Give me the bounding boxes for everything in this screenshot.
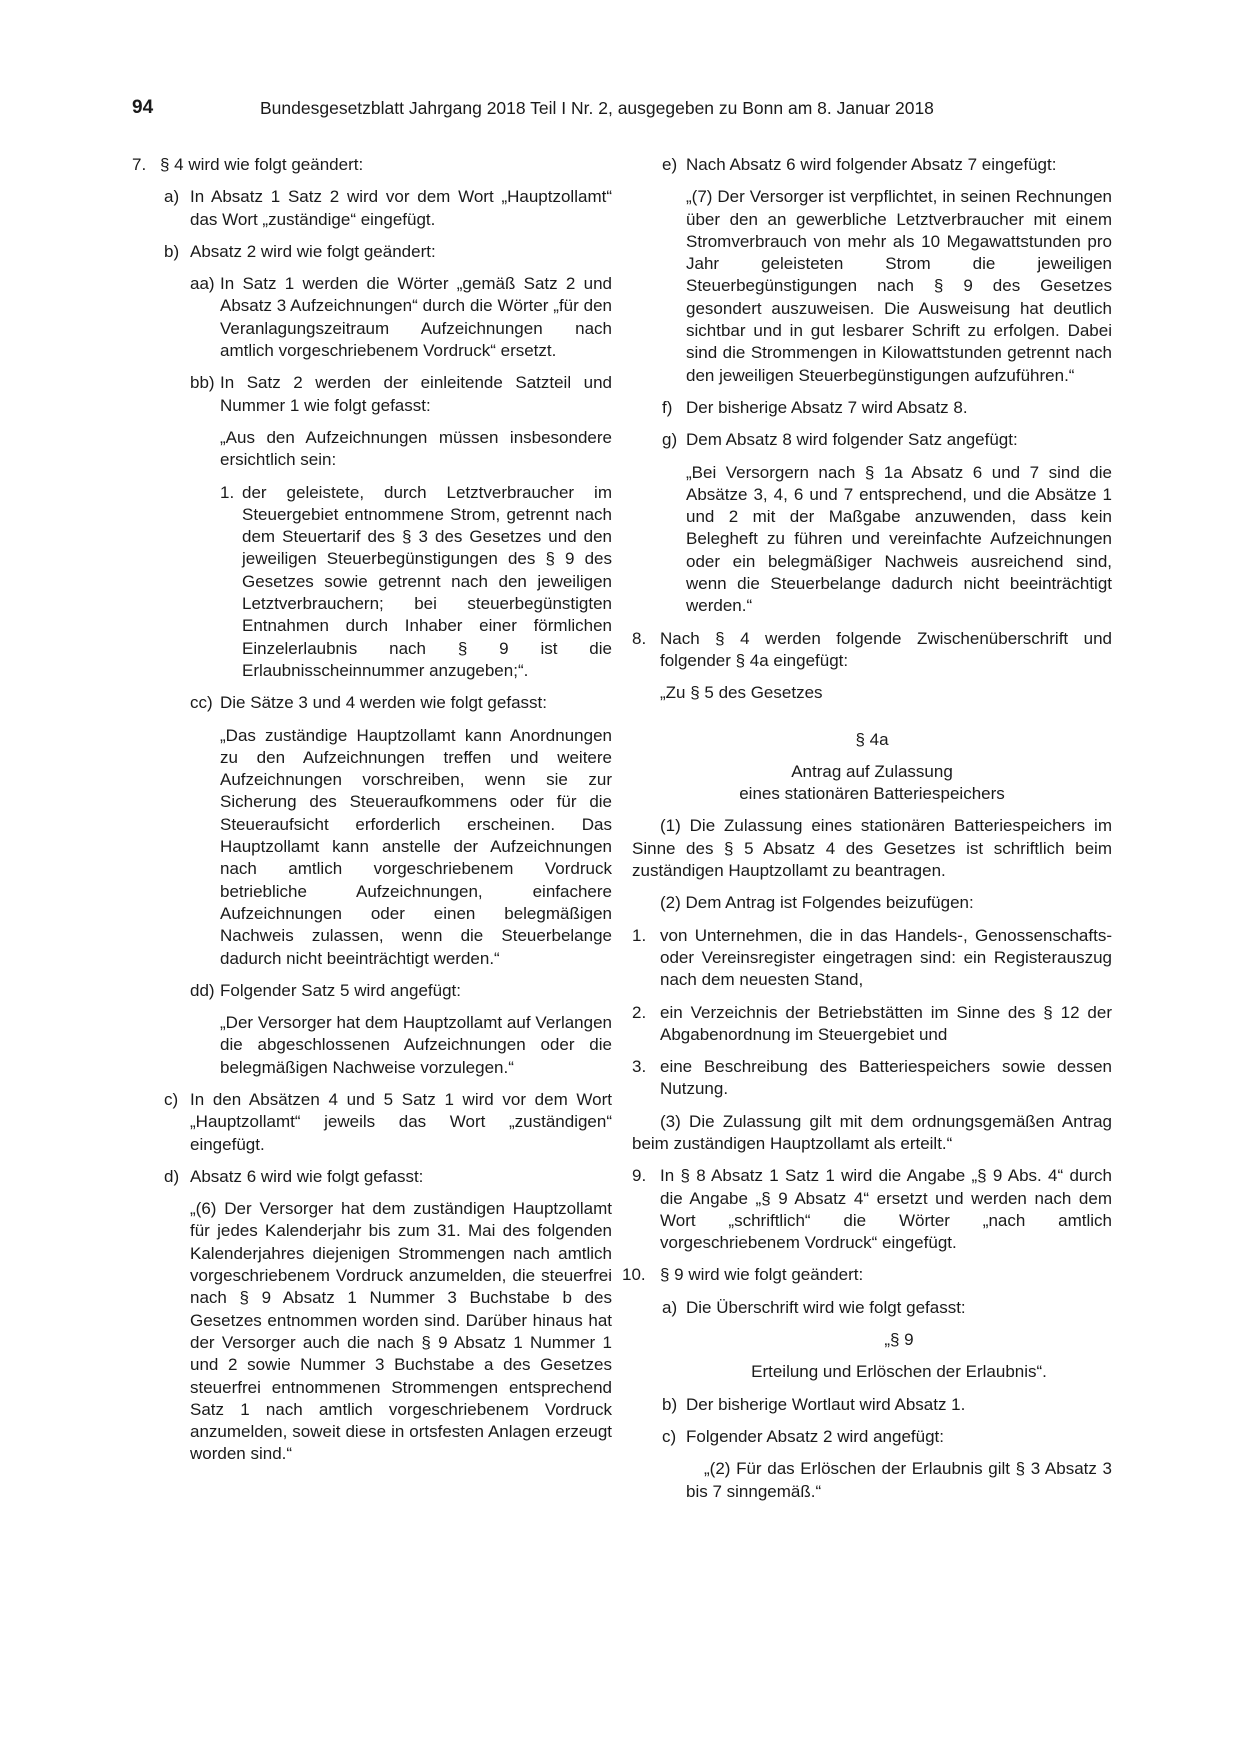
section-4a-list-item-2 bbox=[632, 1002, 1112, 1047]
item-text: Nach § 4 werden folgende Zwischenüberschrift und folgender § 4a eingefügt: bbox=[660, 628, 1112, 670]
list-item-10c bbox=[632, 1426, 1112, 1448]
item-text: Folgender Satz 5 wird angefügt: bbox=[220, 980, 461, 1000]
item-label: g) bbox=[662, 430, 678, 450]
list-item-7d bbox=[132, 1166, 612, 1188]
item-text: Der bisherige Wortlaut wird Absatz 1. bbox=[686, 1394, 966, 1414]
page-number: 94 bbox=[132, 97, 154, 118]
item-text: In § 8 Absatz 1 Satz 1 wird die Angabe „§ 9 Abs. 4“ durch die Angabe „§ 9 Absatz 4“ ersetzt und werden nach dem Wort „schriftlich“ die Wörter „nach amtlich vorgeschriebenem Vordruck“ eingefügt. bbox=[660, 1166, 1112, 1253]
list-item-7b-dd bbox=[132, 980, 612, 1002]
item-label: cc) bbox=[190, 693, 213, 713]
list-item-7g bbox=[632, 429, 1112, 451]
quote-list-item-1 bbox=[132, 482, 612, 683]
list-item-10b bbox=[632, 1394, 1112, 1416]
quote-n8: „Zu § 5 des Gesetzes bbox=[660, 683, 823, 703]
section-4a-paragraph-2: (2) Dem Antrag ist Folgendes beizufügen: bbox=[660, 893, 974, 913]
item-label: e) bbox=[662, 155, 678, 174]
item-text: eine Beschreibung des Batteriespeichers sowie dessen Nutzung. bbox=[660, 1057, 1112, 1099]
list-item-10a bbox=[632, 1297, 1112, 1319]
list-item-7b bbox=[132, 241, 612, 263]
quote-n10c: „(2) Für das Erlöschen der Erlaubnis gilt § 3 Absatz 3 bis 7 sinngemäß.“ bbox=[686, 1459, 1112, 1501]
quote-bb: „Aus den Aufzeichnungen müssen insbesondere ersichtlich sein: bbox=[220, 427, 612, 470]
section-4a-title: § 4a bbox=[855, 729, 889, 749]
item-label: a) bbox=[662, 1297, 678, 1317]
page-header bbox=[132, 97, 1112, 127]
item-text: In Satz 1 werden die Wörter „gemäß Satz 2 und Absatz 3 Aufzeichnungen“ durch die Wörter „für den Veranlagungszeitraum Aufzeichnungen nach amtlich vorgeschriebenem Vordruck“ ersetzt. bbox=[220, 274, 612, 361]
item-label: c) bbox=[662, 1426, 677, 1446]
list-item-7c bbox=[132, 1089, 612, 1156]
quote-e: „(7) Der Versorger ist verpflichtet, in seinen Rechnungen über den an gewerbliche Letztverbraucher mit einem Stromverbrauch von mehr als 10 Megawattstunden pro Jahr geleisteten Strom die jeweiligen Steuerbegünstigungen nach § 9 des Gesetzes gesondert auszuweisen. Die Ausweisung hat deutlich sichtbar und in gut lesbarer Schrift zu erfolgen. Dabei sind die Strommengen in Kilowattstunden getrennt nach den jeweiligen Steuerbegünstigungen aufzuführen.“ bbox=[686, 187, 1112, 385]
item-label: 1. bbox=[632, 925, 647, 945]
item-text: ein Verzeichnis der Betriebstätten im Sinne des § 12 der Abgabenordnung im Steuergebiet und bbox=[660, 1002, 1112, 1044]
item-text: Absatz 6 wird wie folgt gefasst: bbox=[190, 1166, 424, 1186]
item-text: § 9 wird wie folgt geändert: bbox=[660, 1265, 864, 1285]
section-4a-paragraph-3: (3) Die Zulassung gilt mit dem ordnungsgemäßen Antrag beim zuständigen Hauptzollamt als erteilt.“ bbox=[632, 1111, 1112, 1153]
section-4a-heading-line1: Antrag auf Zulassung bbox=[791, 761, 953, 781]
section-4a-list-item-3 bbox=[632, 1056, 1112, 1101]
list-item-7e bbox=[632, 154, 1112, 176]
item-label: aa) bbox=[190, 274, 215, 294]
left-column bbox=[132, 154, 612, 1476]
quote-d: „(6) Der Versorger hat dem zuständigen Hauptzollamt für jedes Kalenderjahr bis zum 31. Mai des folgenden Kalenderjahres diejenigen Strommengen nach amtlich vorgeschriebenem Vordruck anzumelden, die steuerfrei nach § 9 Absatz 1 Nummer 3 Buchstabe b des Gesetzes entnommen worden sind. Darüber hinaus hat der Versorger auch die nach § 9 Absatz 1 Nummer 1 und 2 sowie Nummer 3 Buchstabe a des Gesetzes steuerfrei entnommenen Strommengen entsprechend Satz 1 nach amtlich vorgeschriebenem Vordruck anzumelden, soweit diese in ortsfesten Anlagen erzeugt worden sind.“ bbox=[190, 1199, 612, 1464]
item-text: Dem Absatz 8 wird folgender Satz angefügt: bbox=[686, 430, 1018, 450]
right-column bbox=[622, 154, 1112, 1513]
item-label: d) bbox=[164, 1166, 180, 1186]
item-text: In den Absätzen 4 und 5 Satz 1 wird vor dem Wort „Hauptzollamt“ jeweils das Wort „zuständigen“ eingefügt. bbox=[190, 1089, 612, 1154]
item-text: Der bisherige Absatz 7 wird Absatz 8. bbox=[686, 397, 968, 417]
running-head: Bundesgesetzblatt Jahrgang 2018 Teil I Nr. 2, ausgegeben zu Bonn am 8. Januar 2018 bbox=[260, 98, 934, 118]
list-item-7b-aa bbox=[132, 273, 612, 362]
section-9-heading: Erteilung und Erlöschen der Erlaubnis“. bbox=[751, 1362, 1047, 1382]
item-text: Absatz 2 wird wie folgt geändert: bbox=[190, 241, 436, 261]
item-label: 8. bbox=[632, 628, 647, 648]
item-text: Die Sätze 3 und 4 werden wie folgt gefasst: bbox=[220, 693, 547, 713]
item-label: b) bbox=[662, 1394, 678, 1414]
quote-g: „Bei Versorgern nach § 1a Absatz 6 und 7 sind die Absätze 3, 4, 6 und 7 entsprechend, und die Absätze 1 und 2 mit der Maßgabe anzuwenden, dass kein Belegheft zu führen und vereinfachte Aufzeichnungen oder ein belegmäßiger Nachweis ausreichend sind, wenn die Steuerbelange dadurch nicht beeinträchtigt werden.“ bbox=[686, 462, 1112, 616]
item-text: Nach Absatz 6 wird folgender Absatz 7 eingefügt: bbox=[686, 155, 1057, 174]
list-item-7f bbox=[632, 397, 1112, 419]
list-item-7a bbox=[132, 186, 612, 231]
item-label: 9. bbox=[632, 1166, 647, 1186]
list-item-10 bbox=[622, 1264, 1112, 1286]
item-label: 1. bbox=[220, 482, 235, 502]
quote-cc: „Das zuständige Hauptzollamt kann Anordnungen zu den Aufzeichnungen treffen und weitere Aufzeichnungen vorschreiben, wenn sie zur Sicherung des Steueraufkommens oder für die Steueraufsicht erforderlich erscheinen. Das Hauptzollamt kann anstelle der Aufzeichnungen nach amtlich vorgeschriebenem Vordruck betriebliche Aufzeichnungen, einfachere Aufzeichnungen oder einen belegmäßigen Nachweis zulassen, wenn die Steuerbelange dadurch nicht beeinträchtigt werden.“ bbox=[220, 725, 612, 968]
item-label: b) bbox=[164, 241, 180, 261]
item-label: 2. bbox=[632, 1002, 647, 1022]
list-item-7b-bb bbox=[132, 372, 612, 417]
item-text: der geleistete, durch Letztverbraucher im Steuergebiet entnommene Strom, getrennt nach dem Steuertarif des § 3 des Gesetzes und den jeweiligen Steuerbegünstigungen des § 9 des Gesetzes sowie getrennt nach den jeweiligen Letztverbrauchern; bei steuerbegünstigten Entnahmen durch Inhaber einer förmlichen Einzelerlaubnis nach § 9 ist die Erlaubnisscheinnummer anzugeben;“. bbox=[242, 482, 612, 680]
item-text: Folgender Absatz 2 wird angefügt: bbox=[686, 1426, 944, 1446]
item-label: c) bbox=[164, 1089, 179, 1109]
item-label: 10. bbox=[622, 1265, 646, 1285]
item-label: 7. bbox=[132, 155, 147, 174]
item-label: dd) bbox=[190, 980, 215, 1000]
list-item-7b-cc bbox=[132, 692, 612, 714]
item-text: § 4 wird wie folgt geändert: bbox=[160, 155, 364, 174]
item-text: Die Überschrift wird wie folgt gefasst: bbox=[686, 1297, 966, 1317]
item-text: In Satz 2 werden der einleitende Satzteil und Nummer 1 wie folgt gefasst: bbox=[220, 373, 612, 415]
list-item-9 bbox=[632, 1165, 1112, 1254]
item-label: 3. bbox=[632, 1057, 647, 1077]
section-9-title: „§ 9 bbox=[884, 1330, 914, 1350]
item-text: von Unternehmen, die in das Handels-, Genossenschafts- oder Vereinsregister eingetragen sind: ein Registerauszug nach dem neuesten Stand, bbox=[660, 925, 1112, 990]
list-item-7 bbox=[132, 154, 612, 176]
section-4a-paragraph-1: (1) Die Zulassung eines stationären Batteriespeichers im Sinne des § 5 Absatz 4 des Gesetzes ist schriftlich beim zuständigen Hauptzollamt zu beantragen. bbox=[632, 816, 1112, 881]
quote-dd: „Der Versorger hat dem Hauptzollamt auf Verlangen die abgeschlossenen Aufzeichnungen oder die belegmäßigen Nachweise vorzulegen.“ bbox=[220, 1013, 612, 1077]
list-item-8 bbox=[632, 628, 1112, 673]
item-label: a) bbox=[164, 187, 180, 207]
section-4a-list-item-1 bbox=[632, 925, 1112, 992]
item-label: f) bbox=[662, 397, 673, 417]
section-4a-heading-line2: eines stationären Batteriespeichers bbox=[739, 784, 1005, 804]
item-text: In Absatz 1 Satz 2 wird vor dem Wort „Hauptzollamt“ das Wort „zuständige“ eingefügt. bbox=[190, 187, 612, 229]
item-label: bb) bbox=[190, 373, 215, 393]
